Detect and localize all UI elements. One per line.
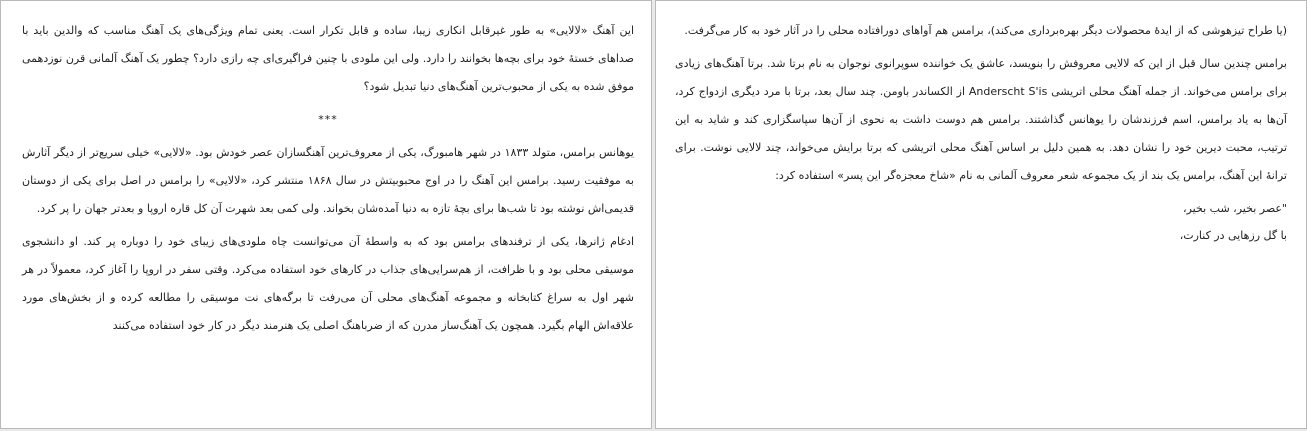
left-page-text bbox=[22, 17, 634, 345]
genres-paragraph: ادغام ژانرها، یکی از ترفندهای برامس بود که به واسطهٔ آن می‌توانست چاه ملودی‌های زیبای خود را دوباره پر کند. او دانشجوی موسیقی محلی بود و با ظرافت، از هم‌سرایی‌های جذاب در کارهای خود استفاده می‌کرد. وقتی سفر در اروپا را آغاز کرد، معمولاً در هر شهر اول به سراغ کتابخانه و مجموعه آهنگ‌های محلی آن می‌رفت تا برگه‌های نت موسیقی را مطالعه کرده و از بخش‌های مورد علاقه‌اش الهام بگیرد. همچون یک آهنگ‌ساز مدرن که از ضرباهنگ اصلی یک هنرمند دیگر در کار خود استفاده می‌کنند bbox=[22, 235, 634, 332]
brahms-paragraph: یوهانس برامس، متولد ۱۸۳۳ در شهر هامبورگ، یکی از معروف‌ترین آهنگسازان عصر خودش بود. «لالایی» خیلی سریع‌تر از دیگر آثارش به موفقیت رسید. برامس این آهنگ را در اوج محبوبیتش در سال ۱۸۶۸ منتشر کرد، «لالایی» را برامس در اصل برای یکی از دوستان قدیمی‌اش نوشته بود تا شب‌ها برای بچهٔ تازه به دنیا آمده‌شان بخواند. ولی کمی بعد شهرت آن کل قاره اروپا و بعدتر جهان را پر کرد. bbox=[22, 146, 634, 215]
poem-line-2: با گل رزهایی در کنارت، bbox=[1179, 229, 1287, 242]
continuation-paragraph: (یا طراح تیزهوشی که از ایدهٔ محصولات دیگر بهره‌برداری می‌کند)، برامس هم آواهای دورافتاده محلی را در آثار خود به کار می‌گرفت. bbox=[684, 24, 1287, 37]
intro-paragraph: این آهنگ «لالایی» به طور غیرقابل انکاری زیبا، ساده و قابل تکرار است. یعنی تمام ویژگی‌های یک آهنگ مناسب که والدین باید با صداهای خستهٔ خود برای بچه‌ها بخوانند را دارد. ولی این ملودی با چنین فراگیری‌ای چه رازی دارد؟ چطور یک آهنگ آلمانی قرن نوزدهمی موفق شده به یکی از محبوب‌ترین آهنگ‌های دنیا تبدیل شود؟ bbox=[22, 24, 634, 93]
right-page bbox=[655, 0, 1307, 429]
poem-line-1: "عصر بخیر، شب بخیر، bbox=[1183, 202, 1287, 215]
section-separator: *** bbox=[318, 113, 338, 126]
story-paragraph: برامس چندین سال قبل از این که لالایی معروفش را بنویسد، عاشق یک خواننده سوپرانوی نوجوان به نام برتا شد. برتا آهنگ‌های زیادی برای برامس می‌خواند. از جمله آهنگ محلی اتریشی Anderscht S'is از الکساندر باومن. چند سال بعد، برتا با مرد دیگری ازدواج کرد، آن‌ها به یاد برامس، اسم فرزندشان را یوهانس گذاشتند. برامس هم دوست داشت به نحوی از آن‌ها سپاسگزاری کند و شاید به این ترتیب، محبت دیرین خود را نشان دهد. به همین دلیل بر اساس آهنگ محلی اتریشی که برتا برایش می‌خواند، چند لالایی نوشت. برای ترانهٔ این آهنگ، برامس یک بند از یک مجموعه شعر معروف آلمانی به نام «شاخ معجزه‌گر این پسر» استفاده کرد: bbox=[675, 57, 1287, 182]
right-page-text bbox=[675, 17, 1287, 249]
left-page bbox=[0, 0, 652, 429]
